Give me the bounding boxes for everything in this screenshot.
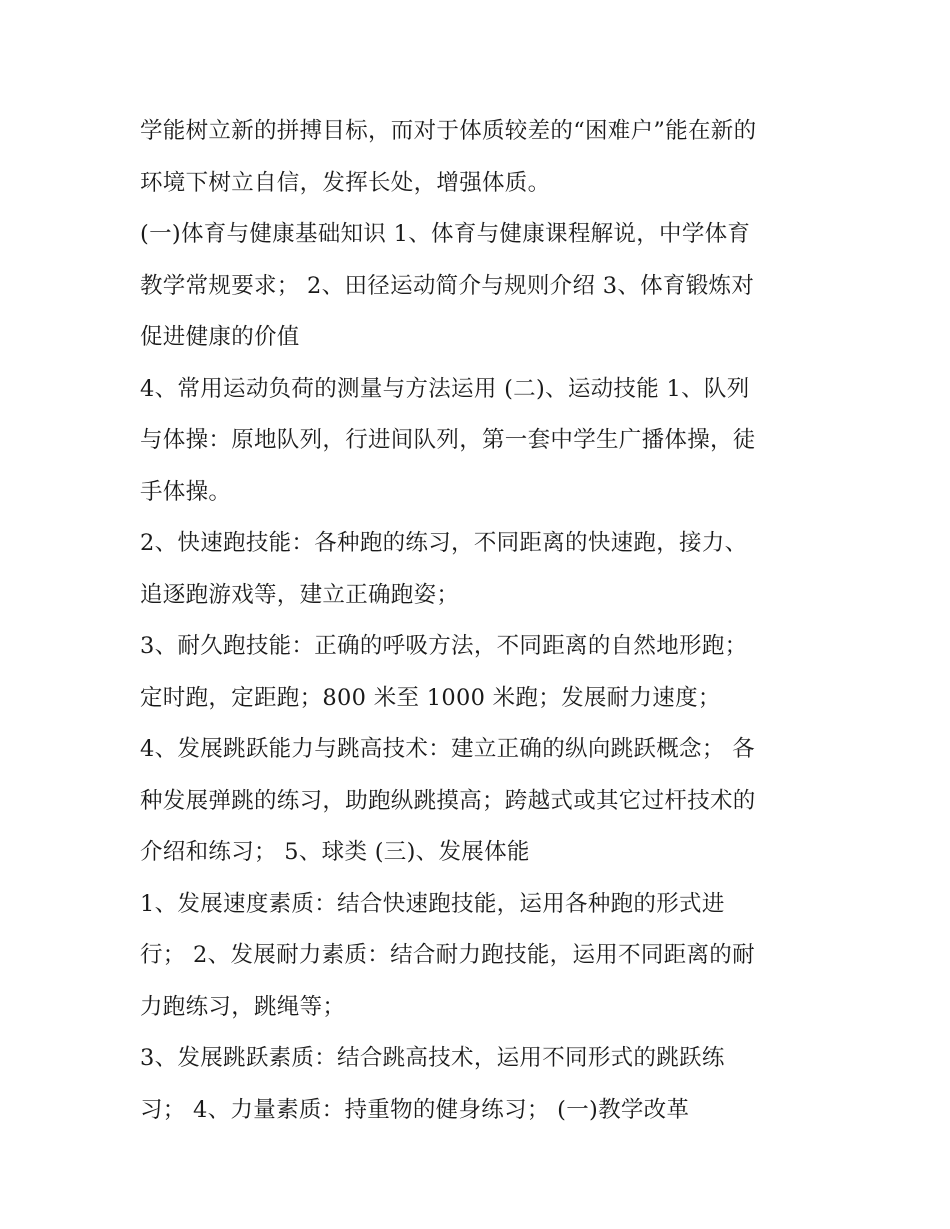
text-line: 定时跑，定距跑；800 米至 1000 米跑；发展耐力速度； (140, 684, 721, 711)
text-line: 1、发展速度素质：结合快速跑技能，运用各种跑的形式进 (140, 890, 725, 917)
text-line: 种发展弹跳的练习，助跑纵跳摸高；跨越式或其它过杆技术的 (140, 787, 756, 814)
text-line: 2、快速跑技能：各种跑的练习，不同距离的快速跑，接力、 (140, 530, 748, 556)
text-line: 行； 2、发展耐力素质：结合耐力跑技能，运用不同距离的耐 (140, 942, 755, 968)
text-line: 力跑练习，跳绳等； (140, 993, 346, 1020)
text-line: 4、常用运动负荷的测量与方法运用 (二)、运动技能 1、队列 (140, 375, 750, 402)
text-line: 追逐跑游戏等，建立正确跑姿； (140, 581, 460, 608)
text-line: 教学常规要求； 2、田径运动简介与规则介绍 3、体育锻炼对 (140, 272, 755, 299)
document-body (140, 106, 830, 1136)
text-line: 促进健康的价值 (140, 324, 300, 350)
text-line: (一)体育与健康基础知识 1、体育与健康课程解说，中学体育 (140, 221, 751, 247)
text-line: 介绍和练习； 5、球类 (三)、发展体能 (140, 839, 530, 865)
text-line: 3、发展跳跃素质：结合跳高技术，运用不同形式的跳跃练 (140, 1045, 725, 1071)
text-line: 习； 4、力量素质：持重物的健身练习； (一)教学改革 (140, 1096, 690, 1123)
text-line: 环境下树立自信，发挥长处，增强体质。 (140, 169, 551, 196)
text-line: 学能树立新的拼搏目标，而对于体质较差的“困难户”能在新的 (140, 118, 757, 144)
text-line: 4、发展跳跃能力与跳高技术：建立正确的纵向跳跃概念； 各 (140, 736, 755, 762)
text-line: 3、耐久跑技能：正确的呼吸方法，不同距离的自然地形跑； (140, 633, 748, 659)
text-line: 手体操。 (140, 478, 232, 505)
text-line: 与体操：原地队列，行进间队列，第一套中学生广播体操，徒 (140, 427, 756, 453)
